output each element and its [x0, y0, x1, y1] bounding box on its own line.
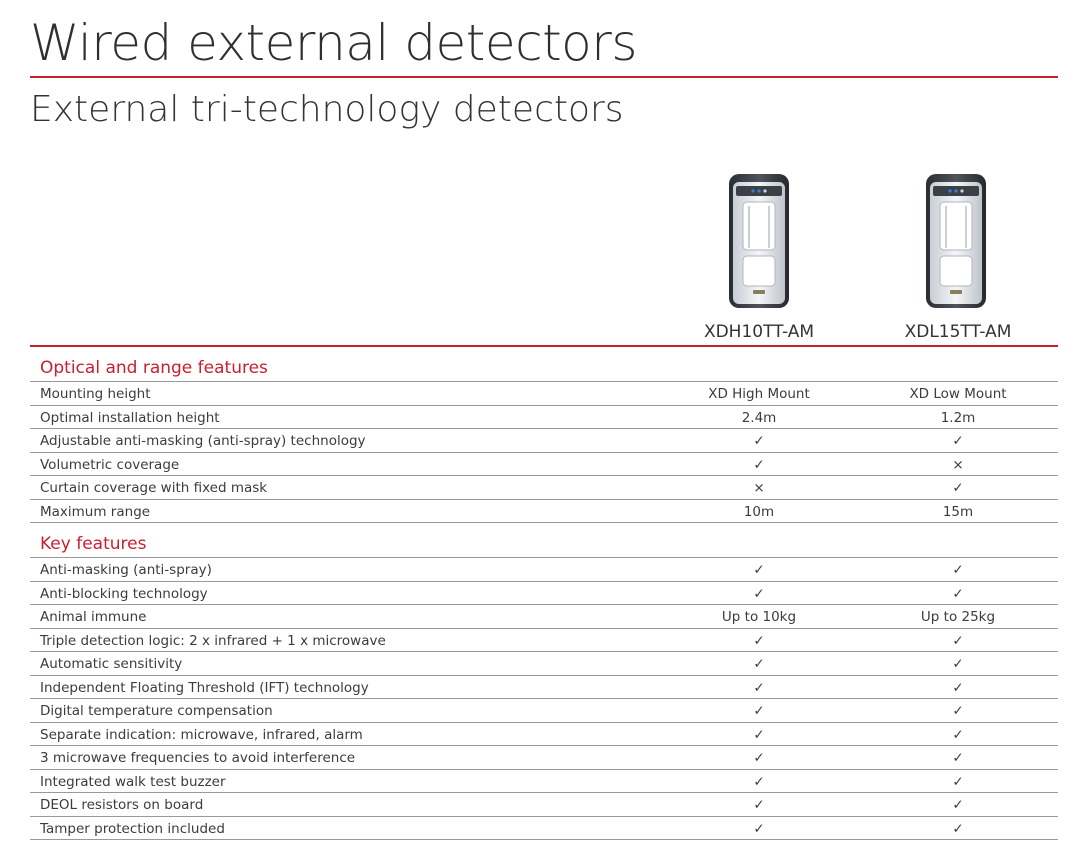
row-value-xdl15tt: × [952, 456, 964, 473]
table-row [30, 699, 1058, 723]
section-gap [30, 523, 1058, 530]
row-value-xdl15tt: ✓ [952, 679, 964, 696]
row-label: Separate indication: microwave, infrared, alarm [40, 726, 363, 743]
row-value-xdh10tt: XD High Mount [708, 386, 810, 402]
row-label: Mounting height [40, 386, 151, 402]
row-value-xdl15tt: ✓ [952, 820, 964, 837]
row-value-xdl15tt: Up to 25kg [920, 609, 996, 625]
row-label: Anti-masking (anti-spray) [40, 562, 212, 578]
row-value-xdl15tt: ✓ [952, 703, 964, 719]
row-value-xdh10tt: ✓ [753, 679, 765, 696]
row-value-xdh10tt: × [753, 480, 765, 496]
table-row [30, 582, 1058, 606]
row-label: 3 microwave frequencies to avoid interference [40, 750, 356, 766]
title-divider [30, 76, 1058, 78]
row-value-xdh10tt: ✓ [753, 433, 765, 449]
section-title: Key features [40, 534, 147, 554]
row-label: Independent Floating Threshold (IFT) technology [40, 679, 369, 696]
table-row [30, 605, 1058, 629]
row-label: Tamper protection included [40, 820, 225, 837]
row-value-xdh10tt: ✓ [753, 656, 765, 672]
row-value-xdl15tt: ✓ [952, 480, 964, 496]
row-value-xdl15tt: ✓ [952, 433, 964, 449]
row-label: Volumetric coverage [40, 456, 180, 473]
row-value-xdl15tt: XD Low Mount [909, 386, 1007, 402]
row-value-xdh10tt: ✓ [753, 585, 765, 602]
row-label: Maximum range [40, 503, 151, 520]
row-label: Integrated walk test buzzer [40, 773, 226, 790]
row-value-xdh10tt: ✓ [753, 773, 765, 790]
row-value-xdh10tt: ✓ [753, 750, 765, 766]
row-value-xdl15tt: ✓ [952, 656, 964, 672]
product-name-2: XDL15TT-AM [904, 322, 1012, 342]
section-title: Optical and range features [40, 358, 268, 378]
row-label: Adjustable anti-masking (anti-spray) technology [40, 433, 366, 449]
product-image-xdl15tt-am [924, 172, 988, 310]
page-title: Wired external detectors [30, 14, 637, 72]
row-value-xdh10tt: ✓ [753, 632, 765, 649]
row-label: Curtain coverage with fixed mask [40, 480, 268, 496]
row-value-xdh10tt: ✓ [753, 726, 765, 743]
row-value-xdl15tt: ✓ [952, 726, 964, 743]
table-row [30, 629, 1058, 653]
table-row [30, 793, 1058, 817]
table-row [30, 558, 1058, 582]
row-label: Automatic sensitivity [40, 656, 183, 672]
page-subtitle: External tri-technology detectors [30, 89, 624, 130]
row-value-xdh10tt: Up to 10kg [721, 609, 797, 625]
row-value-xdh10tt: ✓ [753, 820, 765, 837]
table-row [30, 476, 1058, 500]
table-row [30, 406, 1058, 430]
row-value-xdl15tt: 1.2m [940, 409, 976, 426]
row-value-xdh10tt: ✓ [753, 456, 765, 473]
row-label: Animal immune [40, 609, 147, 625]
table-row [30, 770, 1058, 794]
table-row [30, 652, 1058, 676]
comparison-table [30, 354, 1058, 840]
row-value-xdh10tt: ✓ [753, 703, 765, 719]
row-value-xdl15tt: ✓ [952, 750, 964, 766]
row-label: Anti-blocking technology [40, 585, 208, 602]
table-row [30, 723, 1058, 747]
section-heading-optical [30, 354, 1058, 382]
row-value-xdh10tt: ✓ [753, 562, 765, 578]
row-value-xdl15tt: ✓ [952, 632, 964, 649]
section-heading-key-features [30, 530, 1058, 558]
table-row [30, 429, 1058, 453]
row-value-xdl15tt: ✓ [952, 585, 964, 602]
row-value-xdl15tt: ✓ [952, 773, 964, 790]
table-row [30, 500, 1058, 524]
table-header-divider [30, 345, 1058, 347]
table-row [30, 676, 1058, 700]
row-value-xdl15tt: ✓ [952, 562, 964, 578]
row-label: Digital temperature compensation [40, 703, 273, 719]
row-label: Optimal installation height [40, 409, 220, 426]
row-value-xdh10tt: 10m [743, 503, 775, 520]
table-row [30, 453, 1058, 477]
table-row [30, 817, 1058, 841]
table-row [30, 746, 1058, 770]
product-name-1: XDH10TT-AM [703, 322, 815, 342]
row-value-xdh10tt: 2.4m [741, 409, 777, 426]
row-value-xdl15tt: ✓ [952, 797, 964, 813]
table-row [30, 382, 1058, 406]
row-label: DEOL resistors on board [40, 797, 204, 813]
row-value-xdh10tt: ✓ [753, 797, 765, 813]
product-image-xdh10tt-am [727, 172, 791, 310]
row-value-xdl15tt: 15m [942, 503, 974, 520]
row-label: Triple detection logic: 2 x infrared + 1 x microwave [40, 632, 386, 649]
